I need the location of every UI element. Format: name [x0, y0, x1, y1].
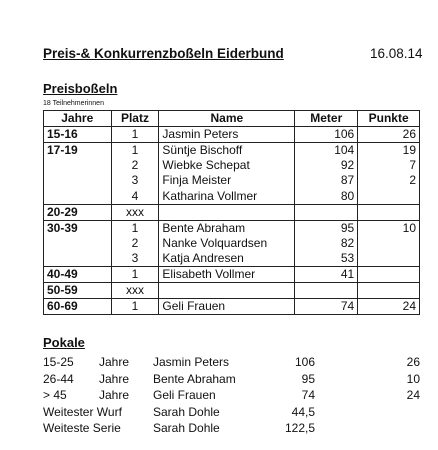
pokal-meter: 106: [294, 355, 315, 369]
table-row: [44, 158, 420, 173]
cell-name: Katharina Vollmer: [159, 188, 295, 204]
pokal-row: [43, 387, 423, 403]
pokal-punkte: 24: [406, 388, 420, 402]
pokal-meter: 122,5: [284, 421, 315, 435]
table-row: [44, 204, 420, 220]
cell-meter: 53: [295, 251, 358, 267]
cell-platz: 4: [111, 188, 159, 204]
cell-platz: 3: [111, 173, 159, 188]
cell-punkte: [358, 204, 420, 220]
cell-platz: 2: [111, 236, 159, 251]
cell-punkte: [358, 266, 420, 282]
participants-count: 18 Teilnehmerinnen: [43, 100, 104, 107]
cell-meter: 41: [295, 266, 358, 282]
pokal-label: Weiteste Serie: [43, 421, 121, 435]
cell-jahre: 17-19: [44, 143, 112, 159]
pokal-unit: Jahre: [99, 355, 130, 369]
cell-platz: xxx: [111, 204, 159, 220]
cell-jahre: [44, 188, 112, 204]
column-header-platz: Platz: [111, 111, 159, 127]
cell-platz: 3: [111, 251, 159, 267]
cell-meter: 74: [295, 299, 358, 315]
cell-jahre: 20-29: [44, 204, 112, 220]
cell-name: Jasmin Peters: [159, 127, 295, 143]
pokal-punkte: 26: [406, 355, 420, 369]
cell-punkte: [358, 188, 420, 204]
results-table: [43, 110, 420, 315]
cell-punkte: 19: [358, 143, 420, 159]
cell-jahre: 60-69: [44, 299, 112, 315]
cell-jahre: [44, 236, 112, 251]
cell-name: Geli Frauen: [159, 299, 295, 315]
cell-jahre: 30-39: [44, 220, 112, 236]
pokal-label: Weitester Wurf: [43, 404, 122, 419]
cell-name: Finja Meister: [159, 173, 295, 188]
table-header-row: [44, 111, 420, 127]
cell-meter: 92: [295, 158, 358, 173]
cell-punkte: 7: [358, 158, 420, 173]
cell-meter: [295, 283, 358, 299]
pokal-label: 15-25: [43, 355, 74, 369]
cell-punkte: 26: [358, 127, 420, 143]
cell-punkte: 2: [358, 173, 420, 188]
cell-meter: [295, 204, 358, 220]
cell-meter: 80: [295, 188, 358, 204]
pokal-meter: 44,5: [291, 404, 315, 419]
table-row: [44, 188, 420, 204]
pokal-label: > 45: [43, 388, 67, 402]
cell-platz: xxx: [111, 283, 159, 299]
cell-name: Katja Andresen: [159, 251, 295, 267]
cell-platz: 1: [111, 299, 159, 315]
pokal-meter: 95: [301, 371, 315, 386]
pokal-row: [43, 404, 423, 420]
pokal-meter: 74: [301, 388, 315, 402]
table-row: [44, 173, 420, 188]
table-row: [44, 299, 420, 315]
cell-platz: 1: [111, 266, 159, 282]
table-row: [44, 251, 420, 267]
cell-name: [159, 204, 295, 220]
cell-meter: 82: [295, 236, 358, 251]
cell-punkte: [358, 251, 420, 267]
cell-platz: 2: [111, 158, 159, 173]
cell-jahre: [44, 158, 112, 173]
cell-meter: 106: [295, 127, 358, 143]
column-header-punkte: Punkte: [358, 111, 420, 127]
pokal-row: [43, 420, 423, 436]
pokal-name: Sarah Dohle: [153, 421, 220, 435]
pokal-unit: Jahre: [99, 371, 130, 386]
table-row: [44, 220, 420, 236]
cell-jahre: [44, 173, 112, 188]
cell-punkte: [358, 236, 420, 251]
cell-name: Wiebke Schepat: [159, 158, 295, 173]
pokal-unit: Jahre: [99, 388, 130, 402]
pokal-name: Geli Frauen: [153, 388, 216, 402]
cell-platz: 1: [111, 143, 159, 159]
section-title: Preisboßeln: [43, 81, 118, 96]
pokal-row: [43, 371, 423, 387]
pokal-punkte: 10: [406, 371, 420, 386]
cell-platz: 1: [111, 220, 159, 236]
cell-meter: 87: [295, 173, 358, 188]
pokal-row: [43, 354, 423, 370]
cell-platz: 1: [111, 127, 159, 143]
column-header-jahre: Jahre: [44, 111, 112, 127]
column-header-meter: Meter: [295, 111, 358, 127]
cell-jahre: 40-49: [44, 266, 112, 282]
table-row: [44, 283, 420, 299]
cell-punkte: [358, 283, 420, 299]
column-header-name: Name: [159, 111, 295, 127]
cell-punkte: 24: [358, 299, 420, 315]
cell-jahre: 15-16: [44, 127, 112, 143]
cell-jahre: 50-59: [44, 283, 112, 299]
pokal-name: Bente Abraham: [153, 371, 236, 386]
table-row: [44, 236, 420, 251]
document-date: 16.08.14: [370, 46, 423, 61]
pokale-title: Pokale: [43, 335, 85, 350]
cell-jahre: [44, 251, 112, 267]
pokal-label: 26-44: [43, 371, 74, 386]
pokal-name: Sarah Dohle: [153, 404, 220, 419]
cell-name: Nanke Volquardsen: [159, 236, 295, 251]
table-row: [44, 143, 420, 159]
cell-name: [159, 283, 295, 299]
cell-name: Elisabeth Vollmer: [159, 266, 295, 282]
cell-name: Bente Abraham: [159, 220, 295, 236]
table-row: [44, 266, 420, 282]
document-title: Preis-& Konkurrenzboßeln Eiderbund: [43, 46, 284, 61]
cell-punkte: 10: [358, 220, 420, 236]
cell-name: Süntje Bischoff: [159, 143, 295, 159]
table-row: [44, 127, 420, 143]
cell-meter: 95: [295, 220, 358, 236]
cell-meter: 104: [295, 143, 358, 159]
pokal-name: Jasmin Peters: [153, 355, 230, 369]
